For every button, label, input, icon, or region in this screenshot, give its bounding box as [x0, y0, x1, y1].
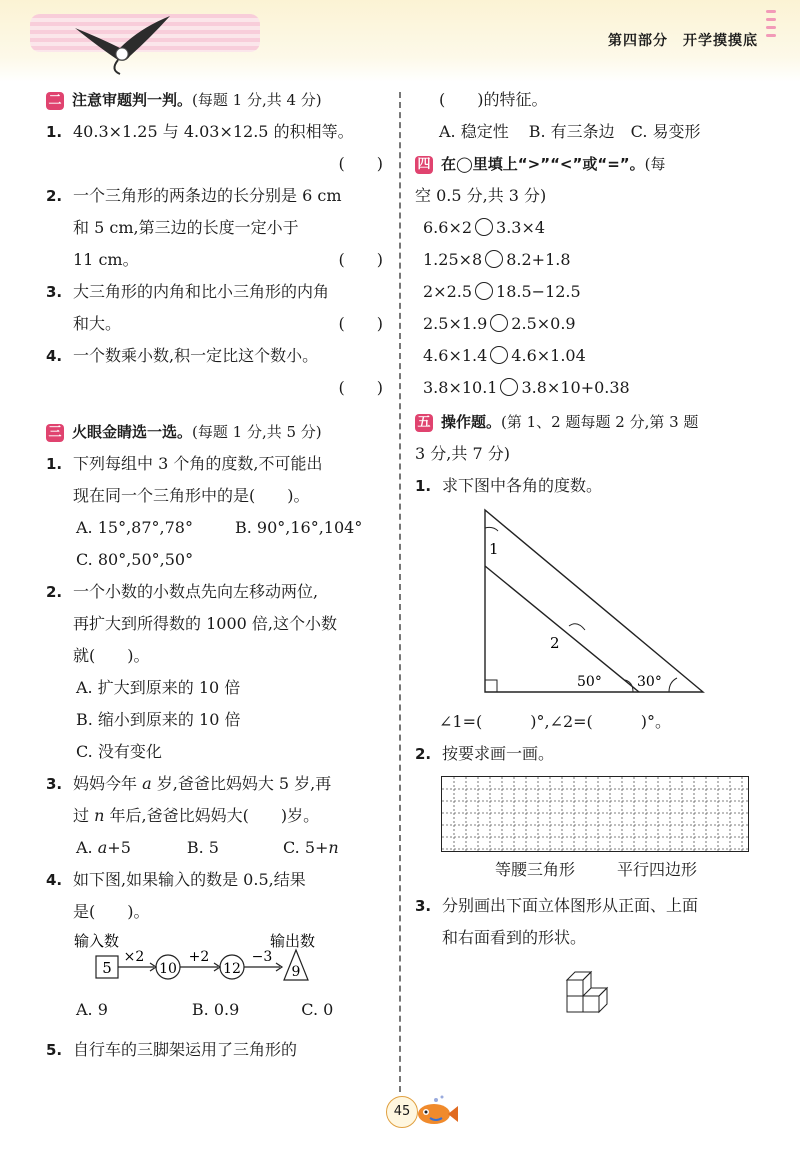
question-text: 年后,爸爸比妈妈大( )岁。 — [104, 806, 320, 825]
question-text: 过 — [73, 806, 95, 825]
section-note: 3 分,共 7 分) — [415, 444, 510, 463]
answer-circle[interactable] — [500, 378, 518, 396]
question-text: 一个小数的小数点先向左移动两位, — [73, 582, 319, 601]
question-2-4 — [46, 340, 391, 372]
question-number: 1. — [415, 477, 432, 495]
grid-label-parallelogram: 平行四边形 — [617, 860, 698, 879]
variable-n: n — [328, 838, 339, 857]
question-number: 3. — [46, 283, 63, 301]
option-text: +5 — [107, 838, 131, 857]
angle-1-label: 1 — [489, 540, 499, 558]
options-row — [415, 116, 760, 148]
drawing-grid[interactable] — [441, 776, 749, 852]
question-text: 分别画出下面立体图形从正面、上面 — [442, 896, 699, 915]
question-text: 大三角形的内角和比小三角形的内角 — [73, 282, 330, 301]
option-c[interactable]: C. 80°,50°,50° — [76, 550, 194, 569]
question-5-3 — [415, 890, 760, 922]
question-text: ( )的特征。 — [439, 90, 548, 109]
question-text: 妈妈今年 — [73, 774, 143, 793]
question-text: 和 5 cm,第三边的长度一定小于 — [73, 218, 299, 237]
section-note: (每题 1 分,共 4 分) — [192, 91, 322, 109]
variable-a: a — [97, 838, 108, 857]
section-badge: 二 — [46, 92, 64, 110]
section-title: 注意审题判一判。 — [72, 91, 193, 109]
angle-1-arc — [485, 527, 498, 531]
option-c[interactable]: C. 没有变化 — [76, 742, 162, 761]
question-3-5 — [46, 1034, 391, 1066]
question-number: 2. — [46, 583, 63, 601]
grid-lines — [442, 777, 748, 851]
question-text: 按要求画一画。 — [442, 744, 555, 763]
right-triangle — [485, 510, 703, 692]
angle-2-label: 2 — [550, 634, 560, 652]
header-decoration-dashes — [766, 10, 776, 50]
input-label: 输入数 — [74, 932, 120, 950]
question-text: 下列每组中 3 个角的度数,不可能出 — [73, 454, 323, 473]
question-number: 4. — [46, 871, 63, 889]
left-column — [46, 84, 391, 1066]
question-text: 岁,爸爸比妈妈大 5 岁,再 — [151, 774, 332, 793]
option-c[interactable] — [283, 838, 339, 857]
question-text: 再扩大到所得数的 1000 倍,这个小数 — [73, 614, 337, 633]
comparison-left: 2.5×1.9 — [423, 314, 488, 333]
option-text: C. 5+ — [282, 838, 329, 857]
variable-n: n — [94, 806, 105, 825]
comparison-row — [415, 340, 760, 372]
question-text: 和右面看到的形状。 — [442, 928, 587, 947]
answer-bracket[interactable]: ( ) — [338, 154, 383, 173]
fish-icon — [410, 1094, 460, 1128]
question-text: 就( )。 — [73, 646, 150, 665]
question-2-2-last-line — [46, 244, 391, 276]
comparison-row — [415, 212, 760, 244]
question-3-2 — [46, 576, 391, 608]
question-text: 一个三角形的两条边的长分别是 6 cm — [73, 186, 342, 205]
option-a[interactable]: A. 扩大到原来的 10 倍 — [76, 678, 241, 697]
options-row — [46, 994, 391, 1026]
option-b[interactable]: B. 0.9 — [191, 1000, 240, 1019]
answer-bracket[interactable]: ( ) — [338, 314, 383, 333]
section-badge: 三 — [46, 424, 64, 442]
question-text: 现在同一个三角形中的是( )。 — [73, 486, 310, 505]
question-text: 是( )。 — [73, 902, 150, 921]
angle-answer[interactable]: ∠1=( )°,∠2=( )°。 — [439, 712, 672, 731]
option-c[interactable]: C. 易变形 — [630, 122, 701, 141]
question-3-1 — [46, 448, 391, 480]
question-5-2 — [415, 738, 760, 770]
question-3-3-line-2 — [46, 800, 391, 832]
options-row — [46, 512, 391, 544]
section-badge: 四 — [415, 156, 433, 174]
comparison-row — [415, 372, 760, 404]
right-angle-mark — [485, 680, 497, 692]
comparison-left: 2×2.5 — [423, 282, 473, 301]
grid-label-isosceles: 等腰三角形 — [495, 860, 576, 879]
comparison-right: 4.6×1.04 — [511, 346, 586, 365]
question-number: 2. — [415, 745, 432, 763]
comparison-left: 6.6×2 — [423, 218, 473, 237]
answer-bracket[interactable]: ( ) — [338, 378, 383, 397]
section-title: 在◯里填上“>”“<”或“=”。 — [441, 155, 645, 173]
grid-labels — [415, 854, 760, 886]
input-value: 5 — [102, 959, 112, 977]
output-value: 9 — [291, 964, 301, 980]
question-2-3-last-line — [46, 308, 391, 340]
answer-circle[interactable] — [475, 282, 493, 300]
section-badge: 五 — [415, 414, 433, 432]
section-note: 空 0.5 分,共 3 分) — [415, 186, 547, 205]
angle-2-arc — [569, 624, 585, 630]
section-label: 第四部分 开学摸摸底 — [608, 33, 758, 49]
question-text: 11 cm。 — [73, 250, 139, 269]
angle-30-label: 30° — [637, 674, 662, 690]
section-5-heading — [415, 406, 760, 438]
operation-3: −3 — [251, 949, 273, 965]
options-row — [46, 832, 391, 864]
angle-50-label: 50° — [577, 674, 602, 690]
question-number: 5. — [46, 1041, 63, 1059]
cube-figure — [557, 962, 627, 1022]
question-text: 如下图,如果输入的数是 0.5,结果 — [73, 870, 306, 889]
option-c[interactable]: C. 0 — [301, 1000, 334, 1019]
section-note: (第 1、2 题每题 2 分,第 3 题 — [501, 413, 699, 431]
inner-line — [485, 566, 639, 692]
question-2-3 — [46, 276, 391, 308]
question-3-3 — [46, 768, 391, 800]
question-number: 1. — [46, 123, 63, 141]
comparison-row — [415, 308, 760, 340]
option-b[interactable]: B. 5 — [186, 838, 219, 857]
comparison-list — [415, 212, 760, 404]
comparison-left: 3.8×10.1 — [423, 378, 498, 397]
flow-diagram — [72, 928, 372, 994]
comparison-right: 2.5×0.9 — [511, 314, 576, 333]
step-value: 10 — [159, 961, 177, 977]
triangle-figure — [455, 506, 755, 706]
section-3-heading — [46, 416, 391, 448]
section-4-heading — [415, 148, 760, 180]
comparison-left: 1.25×8 — [423, 250, 483, 269]
answer-circle[interactable] — [490, 346, 508, 364]
comparison-right: 3.8×10+0.38 — [521, 378, 630, 397]
answer-circle[interactable] — [475, 218, 493, 236]
comparison-right: 18.5−12.5 — [496, 282, 581, 301]
bird-illustration — [70, 8, 180, 78]
operation-2: +2 — [188, 949, 210, 965]
question-2-1 — [46, 116, 391, 148]
question-number: 4. — [46, 347, 63, 365]
question-text: 40.3×1.25 与 4.03×12.5 的积相等。 — [73, 122, 354, 141]
right-column — [415, 84, 760, 1022]
option-a[interactable] — [76, 838, 131, 857]
step-value: 12 — [223, 961, 241, 977]
page-number: 45 — [386, 1096, 418, 1128]
section-note: (每 — [644, 155, 666, 173]
question-number: 2. — [46, 187, 63, 205]
question-2-2 — [46, 180, 391, 212]
option-b[interactable]: B. 缩小到原来的 10 倍 — [76, 710, 241, 729]
section-note: (每题 1 分,共 5 分) — [192, 423, 322, 441]
comparison-row — [415, 244, 760, 276]
question-text: 一个数乘小数,积一定比这个数小。 — [73, 346, 319, 365]
question-3-4 — [46, 864, 391, 896]
column-divider — [399, 92, 401, 1092]
question-number: 3. — [415, 897, 432, 915]
operation-1: ×2 — [123, 949, 145, 965]
section-title: 火眼金睛选一选。 — [72, 423, 193, 441]
comparison-left: 4.6×1.4 — [423, 346, 488, 365]
option-a[interactable]: A. 9 — [76, 1000, 108, 1019]
question-text: 和大。 — [73, 314, 122, 333]
output-label: 输出数 — [270, 932, 316, 950]
comparison-row — [415, 276, 760, 308]
question-number: 1. — [46, 455, 63, 473]
option-b[interactable]: B. 90°,16°,104° — [234, 518, 363, 537]
answer-circle[interactable] — [490, 314, 508, 332]
section-2-heading — [46, 84, 391, 116]
comparison-right: 8.2+1.8 — [506, 250, 571, 269]
option-a[interactable]: A. 稳定性 — [439, 122, 509, 141]
answer-circle[interactable] — [485, 250, 503, 268]
option-b[interactable]: B. 有三条边 — [528, 122, 615, 141]
section-title: 操作题。 — [441, 413, 502, 431]
option-label: A. — [76, 838, 98, 857]
option-a[interactable]: A. 15°,87°,78° — [76, 518, 193, 537]
answer-bracket[interactable]: ( ) — [338, 250, 383, 269]
angle-30-arc — [669, 678, 677, 692]
question-5-1 — [415, 470, 760, 502]
question-number: 3. — [46, 775, 63, 793]
variable-a: a — [142, 774, 152, 793]
question-text: 求下图中各角的度数。 — [442, 476, 603, 495]
question-text: 自行车的三脚架运用了三角形的 — [73, 1040, 298, 1059]
comparison-right: 3.3×4 — [496, 218, 546, 237]
